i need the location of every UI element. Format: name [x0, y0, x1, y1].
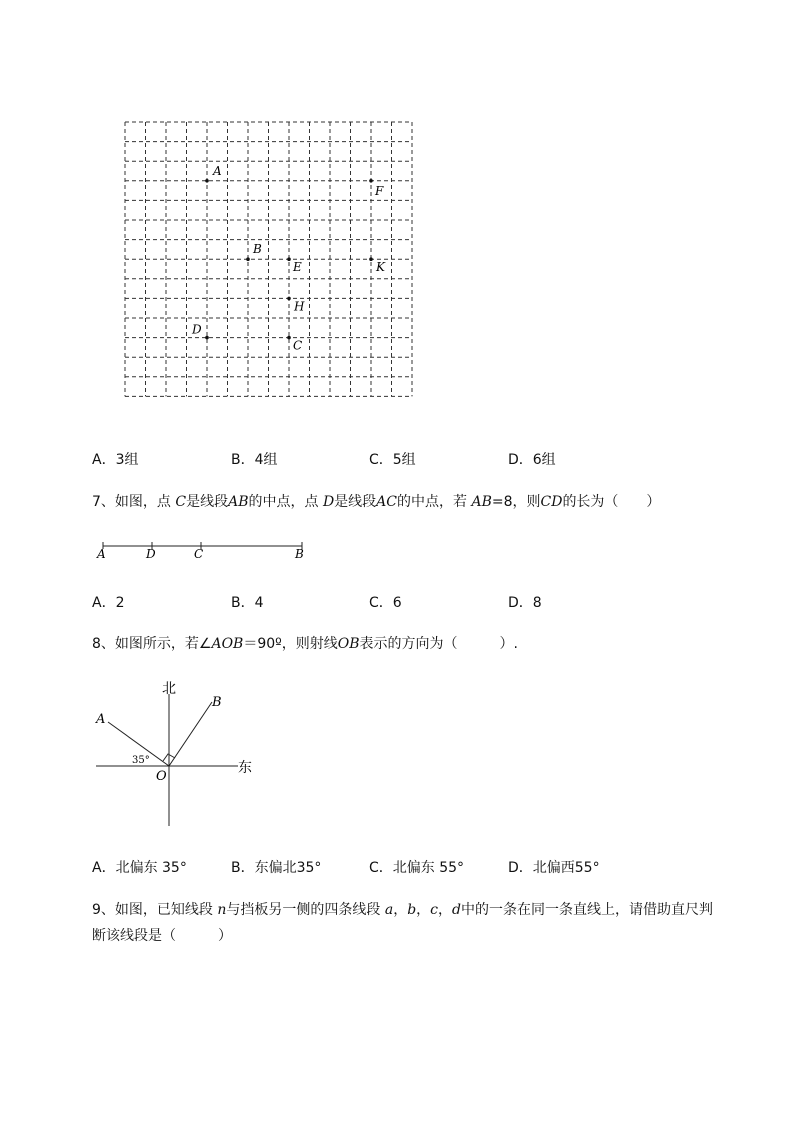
question-9-stem-line2: 断该线段是（ ） — [92, 928, 232, 944]
grid-point-label-h: H — [294, 299, 305, 314]
grid-point-e — [287, 257, 291, 261]
question-8-stem: 8、如图所示，若∠AOB＝90º，则射线OB表示的方向为（ ）. — [92, 636, 518, 652]
grid-point-a — [205, 179, 209, 183]
label-a: A — [97, 547, 106, 561]
q8-option-d: D．北偏西55° — [508, 860, 600, 876]
grid-point-label-b: B — [253, 242, 262, 257]
grid-point-d — [205, 336, 209, 340]
q6-option-d: D．6组 — [508, 452, 556, 468]
q8-option-a: A．北偏东 35° — [92, 860, 187, 876]
grid-point-h — [287, 297, 291, 301]
origin-label: O — [156, 769, 167, 784]
q7-option-b: B．4 — [231, 595, 264, 611]
label-b: B — [295, 547, 304, 561]
question-9-stem-line1: 9、如图，已知线段 n与挡板另一侧的四条线段 a，b，c，d中的一条在同一条直线上，请借助直尺判 — [92, 902, 713, 918]
q7-option-a: A．2 — [92, 595, 125, 611]
grid-point-f — [369, 179, 373, 183]
grid-point-label-e: E — [293, 260, 302, 275]
label-d: D — [146, 547, 156, 561]
q7-option-d: D．8 — [508, 595, 542, 611]
grid-figure — [120, 118, 420, 403]
direction-figure — [88, 676, 268, 831]
q6-option-b: B．4组 — [231, 452, 278, 468]
grid-point-label-d: D — [192, 322, 202, 337]
point-a-label: A — [96, 712, 106, 727]
grid-point-c — [287, 336, 291, 340]
label-c: C — [194, 547, 204, 561]
grid-point-label-k: K — [376, 260, 385, 275]
q8-option-c: C．北偏东 55° — [369, 860, 465, 876]
question-7-stem: 7、如图，点 C是线段AB的中点，点 D是线段AC的中点，若 AB=8，则CD的长为（ ） — [92, 494, 661, 510]
grid-point-k — [369, 257, 373, 261]
grid-point-b — [246, 257, 250, 261]
grid-point-label-f: F — [375, 183, 384, 198]
grid-point-label-a: A — [213, 163, 222, 178]
q7-option-c: C．6 — [369, 595, 402, 611]
ray-ob — [169, 702, 212, 766]
east-label: 东 — [238, 760, 252, 776]
q6-option-a: A．3组 — [92, 452, 139, 468]
point-b-label: B — [212, 695, 222, 710]
q6-option-c: C．5组 — [369, 452, 416, 468]
segment-figure — [90, 536, 320, 566]
q8-option-b: B．东偏北35° — [231, 860, 322, 876]
angle-35-label: 35° — [132, 755, 150, 766]
north-label: 北 — [162, 681, 176, 697]
grid-point-label-c: C — [293, 338, 303, 353]
